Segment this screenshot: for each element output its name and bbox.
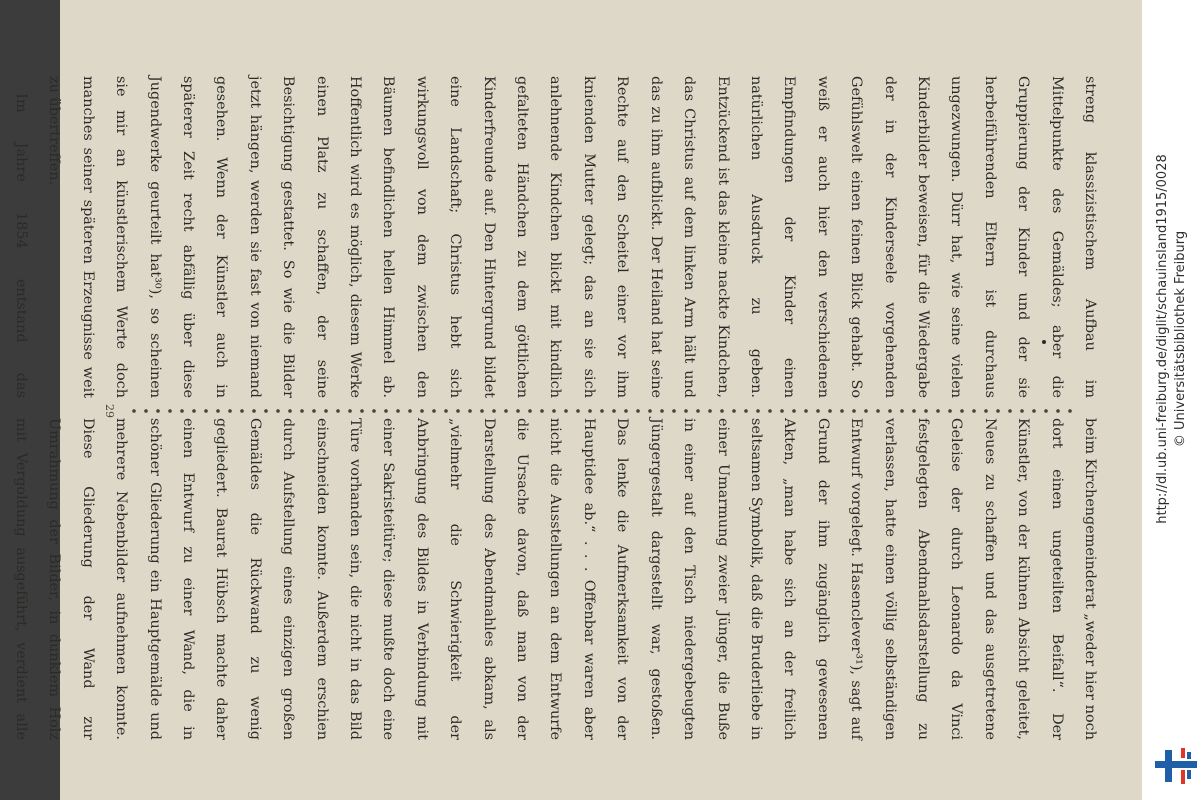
left-paragraph-2: Im Jahre 1854 entstand das [13, 93, 29, 398]
scanned-page [13, 0, 1142, 800]
page-content-rotated [13, 30, 1106, 770]
watermark-text [1154, 0, 1190, 684]
watermark-url[interactable]: http://dl.ub.uni-freiburg.de/diglit/schauinsland1915/0028 [1155, 154, 1170, 524]
ornamental-divider [126, 406, 1076, 416]
university-library-logo-icon [1155, 748, 1197, 784]
left-paragraph-1: streng klassizistischem Aufbau im Mittelpunkte des Gemäldes; aber die Gruppierung der Kinder und der sie herbeiführenden Eltern ist durchaus ungezwungen. Dürr hat, wie seine vielen Kinderbilder beweisen, für die Wiedergabe der in der Kinderseele vorgehenden Gefühlswelt einen feinen Blick gehabt. So weiß er auch hier den verschiedenen Empfindungen der Kinder einen natürlichen Ausdruck zu geben. Entzückend ist das kleine nackte Kindchen, das Christus auf dem linken Arm hält und das zu ihm aufblickt. Der Heiland hat seine Rechte auf den Scheitel einer vor ihm knienden Mutter gelegt; das an sie sich anlehnende Kindchen blickt mit kindlich gefalteten Händchen zu dem göttlichen Kinderfreunde auf. Den Hintergrund bildet eine Landschaft; Christus hebt sich wirkungsvoll von dem zwischen den Bäumen befindlichen hellen Himmel ab. Hoffentlich wird es möglich, diesem Werke einen Platz zu schaffen, der seine Besichtigung gestattet. So wie die Bilder jetzt hängen, werden sie fast von niemand gesehen. Wenn der Künstler auch in späterer Zeit recht abfällig über diese Jugendwerke geurteilt hat³⁰), so scheinen sie mir an künstlerischem Werte doch manches seiner späteren Erzeugnisse weit zu übertreffen. [46, 76, 1098, 398]
right-text-column [13, 418, 1106, 740]
right-paragraph-1: beim Kirchengemeinderat „weder hier noch dort einen ungeteilten Beifall“. Der Künstler, von der kühnen Absicht geleitet, Neues zu schaffen und das ausgetretene Geleise der durch Leonardo da Vinci festgelegten Abendmahlsdarstellung zu verlassen, hatte einen völlig selbständigen Entwurf vorgelegt. Hasenclever³¹), sagt auf Grund der ihm zugänglich gewesenen Akten, „man habe sich an der freilich seltsamen Symbolik, daß die Bruderliebe in einer Umarmung zweier Jünger, die Buße in einer auf den Tisch niedergebeugten Jüngergestalt dargestellt war, gestoßen. Das lenke die Aufmerksamkeit von der Hauptidee ab.“ . . . Offenbar waren aber nicht die Ausstellungen an dem Entwurfe die Ursache davon, daß man von der Darstellung des Abendmahles abkam, als „vielmehr die Schwierigkeit der Anbringung des Bildes in Verbindung mit einer Sakristeitüre; diese mußte doch eine Türe vorhanden sein, die nicht in das Bild einschneiden konnte. Außerdem erschien durch Aufstellung eines einzigen großen Gemäldes die Rückwand zu wenig gegliedert. Baurat Hübsch machte daher einen Entwurf zu einer Wand, die in schöner Gliederung ein Hauptgemälde und mehrere Nebenbilder aufnehmen konnte. Diese Gliederung der Wand zur Umrahmung der Bilder, in dunklem Holz mit Vergoldung ausgeführt, verdient alle [13, 418, 1098, 740]
watermark-text-area [1142, 0, 1202, 690]
page-number: 29 [103, 404, 116, 418]
left-text-column [13, 76, 1106, 398]
watermark-copyright: © Universitätsbibliothek Freiburg [1173, 230, 1188, 448]
